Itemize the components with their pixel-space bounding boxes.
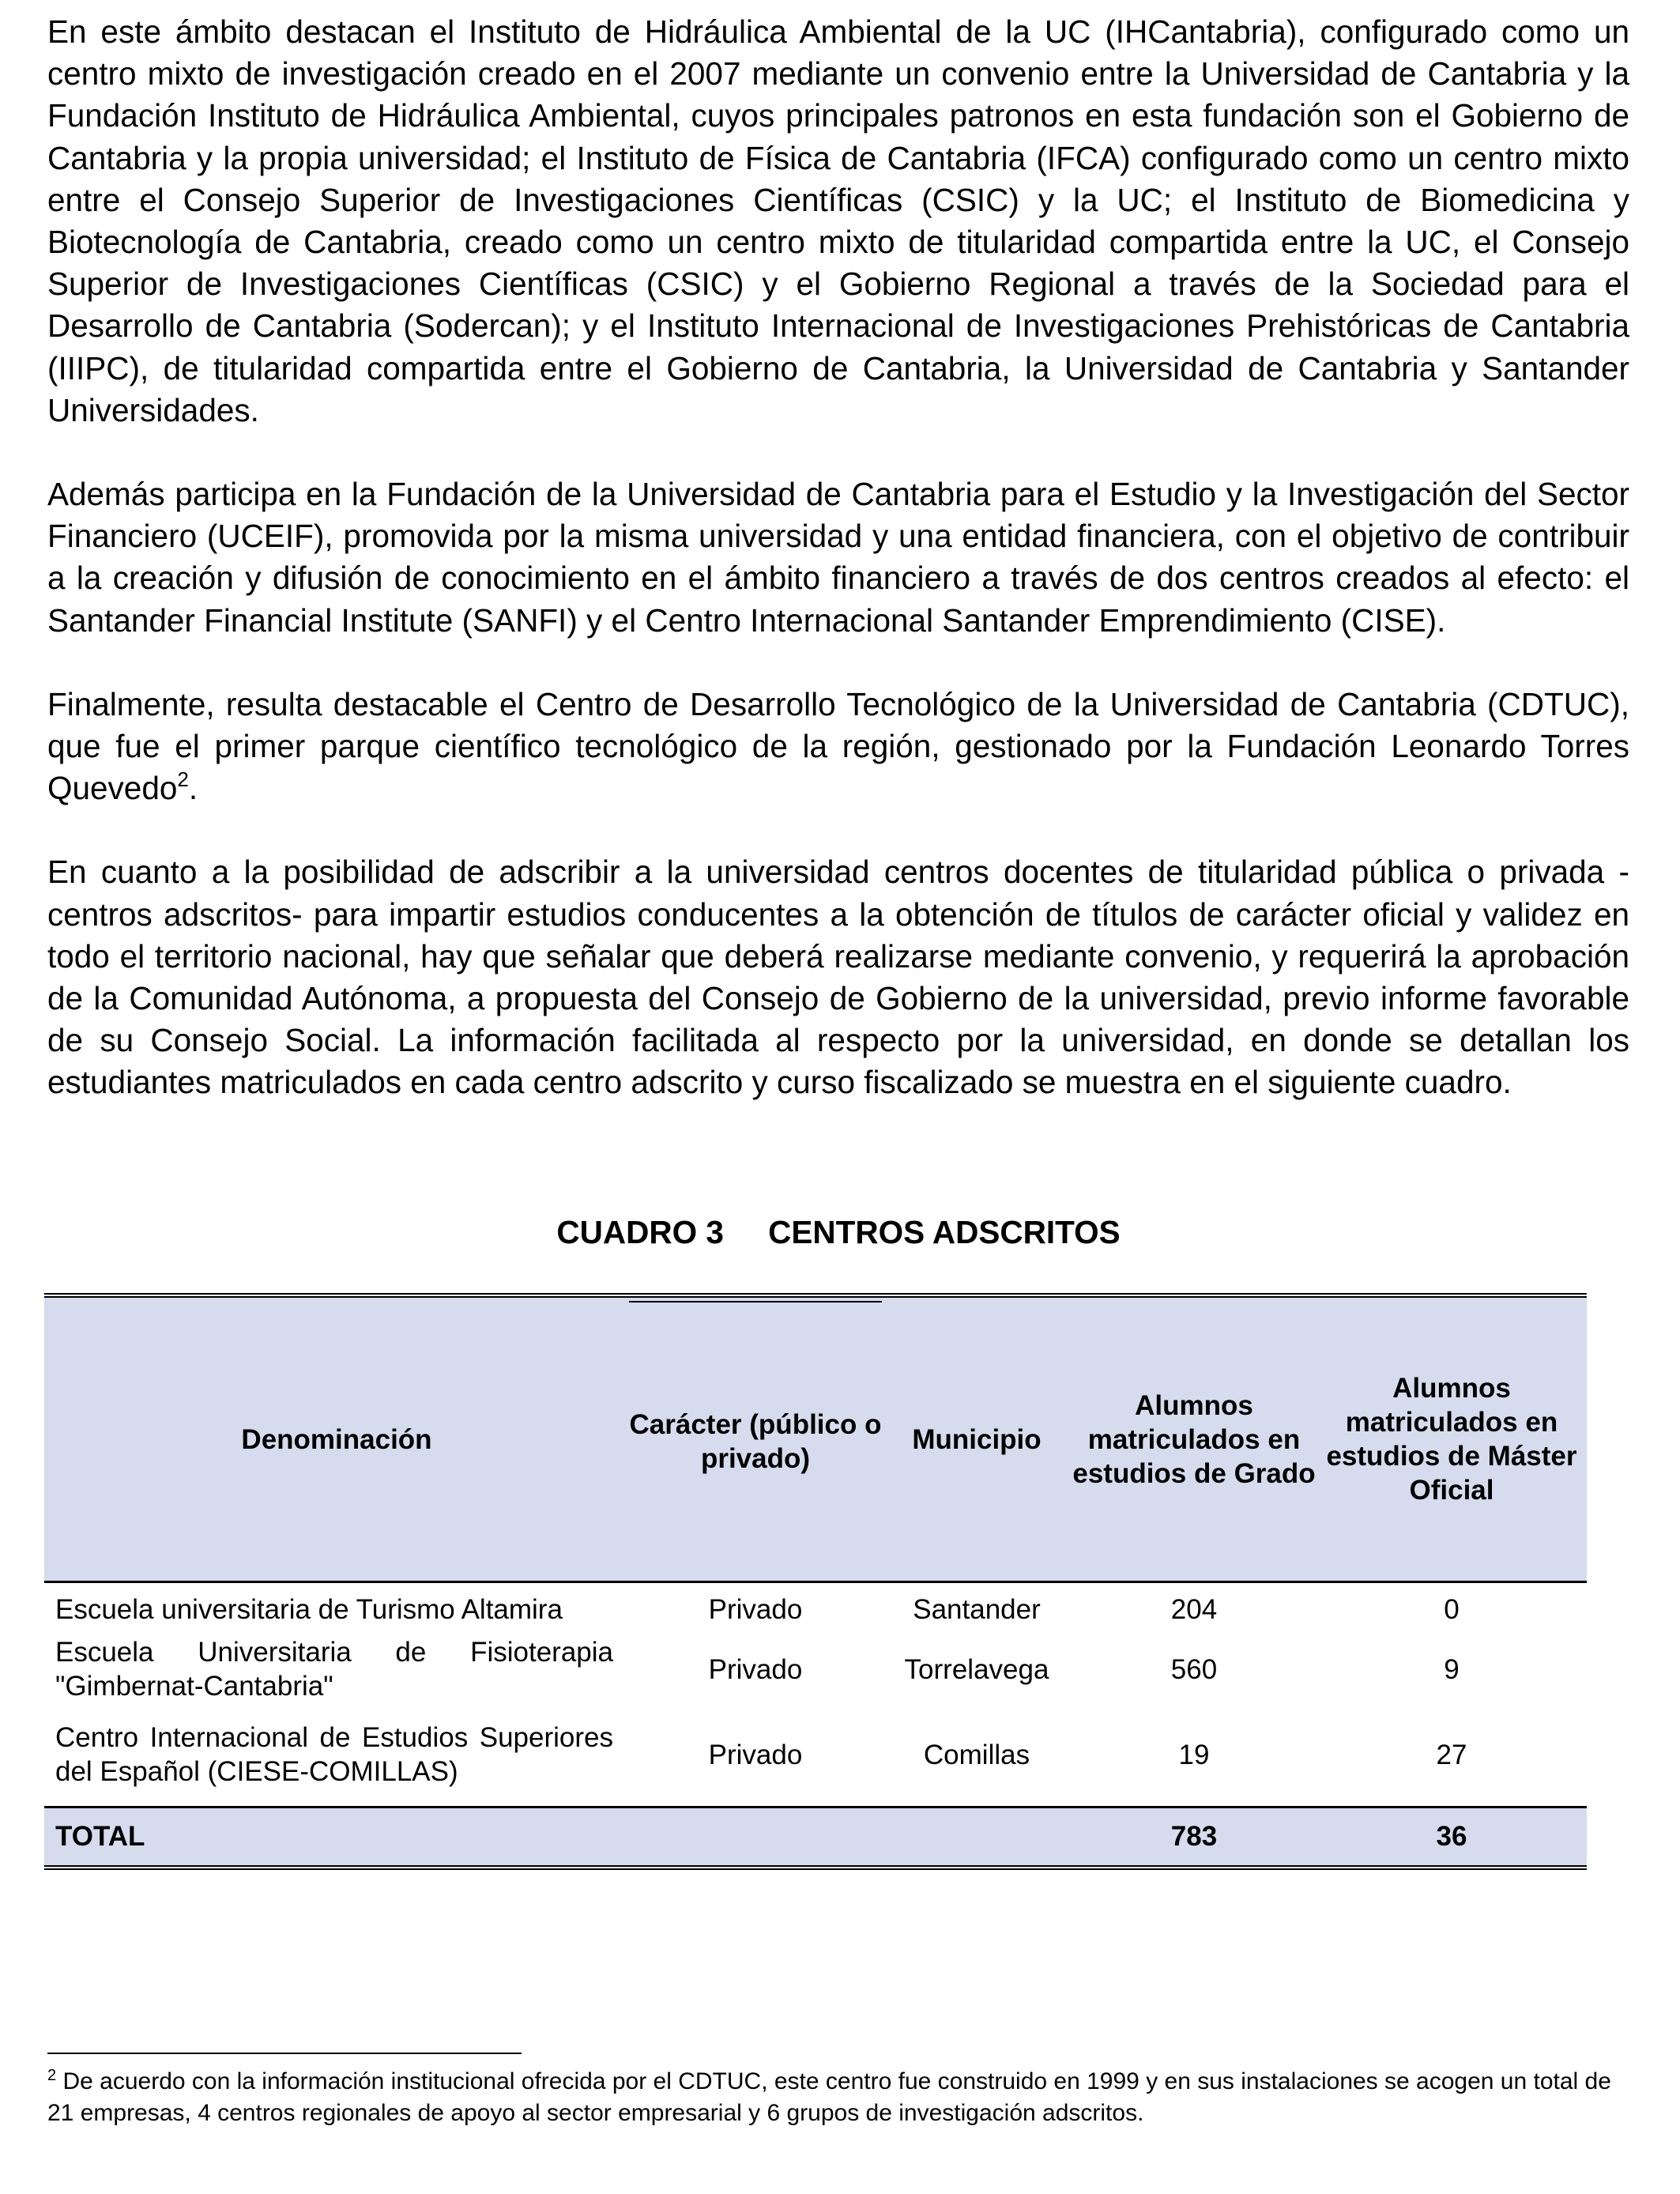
cell-denominacion: Escuela Universitaria de Fisioterapia "Gimbernat-Cantabria" (55, 1637, 613, 1702)
cell-alumnos-master: 27 (1436, 1739, 1467, 1770)
paragraph-cdtuc (47, 684, 1629, 810)
document-body (47, 11, 1629, 1250)
cell-municipio: Santander (913, 1593, 1041, 1625)
table-total-row (44, 1808, 1587, 1865)
footnote (47, 2066, 1629, 2129)
cell-denominacion: Centro Internacional de Estudios Superiores del Español (CIESE-COMILLAS) (55, 1722, 613, 1787)
table-header-row (44, 1298, 1587, 1581)
header-denominacion: Denominación (241, 1423, 432, 1455)
affiliated-centers-table (44, 1293, 1587, 1870)
cell-denominacion: Escuela universitaria de Turismo Altamira (55, 1593, 563, 1625)
cell-caracter: Privado (708, 1653, 803, 1685)
table-row (44, 1581, 1587, 1635)
cell-alumnos-master: 9 (1444, 1653, 1460, 1685)
paragraph-research-institutes: En este ámbito destacan el Instituto de Hidráulica Ambiental de la UC (IHCantabria), configurado como un centro mixto de investigación creado en el 2007 mediante un convenio entre la Universidad de Cantabria y la Fundación Instituto de Hidráulica Ambiental, cuyos principales patronos en esta fundación son el Gobierno de Cantabria y la propia universidad; el Instituto de Física de Cantabria (IFCA) configurado como un centro mixto entre el Consejo Superior de Investigaciones Científicas (CSIC) y la UC; el Instituto de Biomedicina y Biotecnología de Cantabria, creado como un centro mixto de titularidad compartida entre la UC, el Consejo Superior de Investigaciones Científicas (CSIC) y el Gobierno Regional a través de la Sociedad para el Desarrollo de Cantabria (Sodercan); y el Instituto Internacional de Investigaciones Prehistóricas de Cantabria (IIIPC), de titularidad compartida entre el Gobierno de Cantabria, la Universidad de Cantabria y Santander Universidades. (47, 13, 1629, 428)
table-bottom-rule (44, 1865, 1587, 1870)
cell-municipio: Torrelavega (904, 1653, 1049, 1685)
cell-caracter: Privado (708, 1739, 803, 1770)
cell-alumnos-grado: 19 (1178, 1739, 1210, 1770)
cell-alumnos-grado: 204 (1170, 1593, 1218, 1625)
footnote-separator (47, 2053, 522, 2054)
footnote-reference[interactable]: 2 (177, 767, 189, 791)
table-title: CUADRO 3 CENTROS ADSCRITOS (556, 1214, 1121, 1250)
table-row (44, 1703, 1587, 1808)
total-alumnos-master: 36 (1436, 1821, 1467, 1852)
paragraph-uceif-foundation: Además participa en la Fundación de la Universidad de Cantabria para el Estudio y la Investigación del Sector Financiero (UCEIF), promovida por la misma universidad y una entidad financiera, con el objetivo de contribuir a la creación y difusión de conocimiento en el ámbito financiero a través de dos centros creados al efecto: el Santander Financial Institute (SANFI) y el Centro Internacional Santander Emprendimiento (CISE). (47, 476, 1629, 639)
cell-municipio: Comillas (923, 1739, 1030, 1770)
paragraph-cdtuc-text: Finalmente, resulta destacable el Centro de Desarrollo Tecnológico de la Universidad de Cantabria (CDTUC), que fue el primer parque científico tecnológico de la región, gestionado por la Fundación Leonardo Torres Quevedo (47, 685, 1629, 807)
header-municipio: Municipio (912, 1423, 1042, 1455)
cell-alumnos-grado: 560 (1170, 1653, 1218, 1685)
cell-caracter: Privado (708, 1593, 803, 1625)
header-alumnos-grado: Alumnos matriculados en estudios de Grado (1072, 1389, 1316, 1489)
total-label: TOTAL (55, 1821, 145, 1852)
header-alumnos-master: Alumnos matriculados en estudios de Máster Oficial (1326, 1373, 1577, 1506)
total-alumnos-grado: 783 (1170, 1821, 1218, 1852)
cell-alumnos-master: 0 (1444, 1593, 1460, 1625)
paragraph-cdtuc-tail: . (188, 770, 198, 807)
footnote-number: 2 (47, 2067, 57, 2084)
header-caracter: Carácter (público o privado) (629, 1301, 882, 1581)
footnote-text: De acuerdo con la información institucional ofrecida por el CDTUC, este centro fue construido en 1999 y en sus instalaciones se acogen un total de 21 empresas, 4 centros regionales de apoyo al sector empresarial y 6 grupos de investigación adscritos. (47, 2068, 1611, 2126)
table-row (44, 1635, 1587, 1703)
paragraph-affiliated-centers: En cuanto a la posibilidad de adscribir a la universidad centros docentes de titularidad pública o privada -centros adscritos- para impartir estudios conducentes a la obtención de títulos de carácter oficial y validez en todo el territorio nacional, hay que señalar que deberá realizarse mediante convenio, y requerirá la aprobación de la Comunidad Autónoma, a propuesta del Consejo de Gobierno de la universidad, previo informe favorable de su Consejo Social. La información facilitada al respecto por la universidad, en donde se detallan los estudiantes matriculados en cada centro adscrito y curso fiscalizado se muestra en el siguiente cuadro. (47, 854, 1629, 1101)
